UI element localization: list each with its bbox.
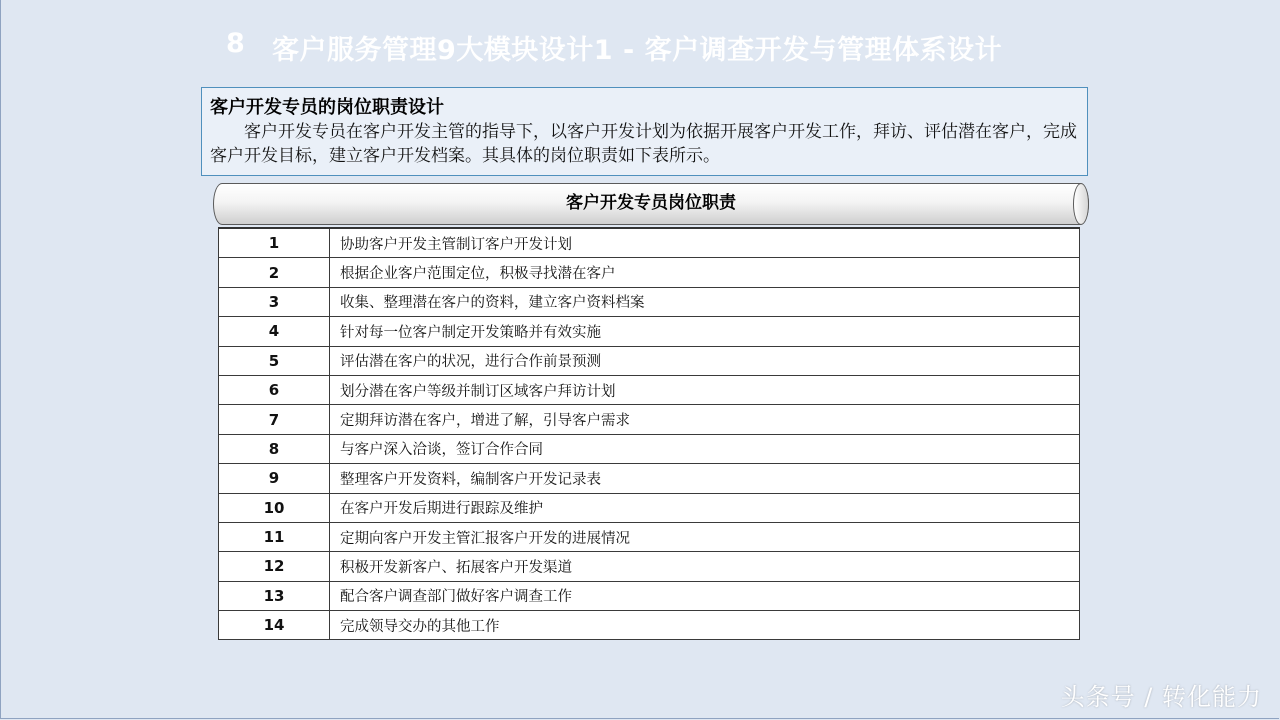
table-row xyxy=(219,581,1080,610)
table-row xyxy=(219,228,1080,258)
table-row xyxy=(219,317,1080,346)
row-number: 9 xyxy=(219,464,330,493)
row-number: 5 xyxy=(219,346,330,375)
row-duty-text: 整理客户开发资料，编制客户开发记录表 xyxy=(330,464,1080,493)
table-row xyxy=(219,522,1080,551)
row-duty-text: 配合客户调查部门做好客户调查工作 xyxy=(330,581,1080,610)
table-row xyxy=(219,464,1080,493)
table-row xyxy=(219,611,1080,640)
table-row xyxy=(219,552,1080,581)
duties-table xyxy=(218,227,1080,640)
intro-heading: 客户开发专员的岗位职责设计 xyxy=(210,97,444,118)
row-number: 10 xyxy=(219,493,330,522)
row-duty-text: 定期向客户开发主管汇报客户开发的进展情况 xyxy=(330,522,1080,551)
row-duty-text: 评估潜在客户的状况，进行合作前景预测 xyxy=(330,346,1080,375)
row-number: 1 xyxy=(219,228,330,258)
row-number: 12 xyxy=(219,552,330,581)
table-row xyxy=(219,375,1080,404)
row-duty-text: 根据企业客户范围定位，积极寻找潜在客户 xyxy=(330,258,1080,287)
row-number: 11 xyxy=(219,522,330,551)
table-row xyxy=(219,493,1080,522)
intro-box xyxy=(201,87,1088,176)
row-duty-text: 定期拜访潜在客户，增进了解，引导客户需求 xyxy=(330,405,1080,434)
row-duty-text: 针对每一位客户制定开发策略并有效实施 xyxy=(330,317,1080,346)
row-duty-text: 积极开发新客户、拓展客户开发渠道 xyxy=(330,552,1080,581)
intro-body: 客户开发专员在客户开发主管的指导下，以客户开发计划为依据开展客户开发工作，拜访、评估潜在客户，完成客户开发目标，建立客户开发档案。其具体的岗位职责如下表所示。 xyxy=(210,122,1077,166)
row-number: 7 xyxy=(219,405,330,434)
table-row xyxy=(219,434,1080,463)
row-duty-text: 与客户深入洽谈，签订合作合同 xyxy=(330,434,1080,463)
row-duty-text: 划分潜在客户等级并制订区域客户拜访计划 xyxy=(330,375,1080,404)
table-header-title: 客户开发专员岗位职责 xyxy=(566,193,736,213)
table-row xyxy=(219,258,1080,287)
row-duty-text: 协助客户开发主管制订客户开发计划 xyxy=(330,228,1080,258)
table-header-scroll xyxy=(213,183,1089,225)
row-number: 3 xyxy=(219,287,330,316)
row-duty-text: 在客户开发后期进行跟踪及维护 xyxy=(330,493,1080,522)
row-number: 6 xyxy=(219,375,330,404)
row-duty-text: 收集、整理潜在客户的资料，建立客户资料档案 xyxy=(330,287,1080,316)
scroll-curl-shape xyxy=(1073,183,1089,225)
slide-number: 8 xyxy=(226,28,246,59)
watermark: 头条号 / 转化能力 xyxy=(1060,683,1262,711)
row-number: 4 xyxy=(219,317,330,346)
row-number: 8 xyxy=(219,434,330,463)
table-row xyxy=(219,287,1080,316)
row-number: 13 xyxy=(219,581,330,610)
row-number: 2 xyxy=(219,258,330,287)
table-row xyxy=(219,405,1080,434)
table-row xyxy=(219,346,1080,375)
slide-title-text: 客户服务管理9大模块设计1 - 客户调查开发与管理体系设计 xyxy=(272,35,1003,66)
row-number: 14 xyxy=(219,611,330,640)
row-duty-text: 完成领导交办的其他工作 xyxy=(330,611,1080,640)
